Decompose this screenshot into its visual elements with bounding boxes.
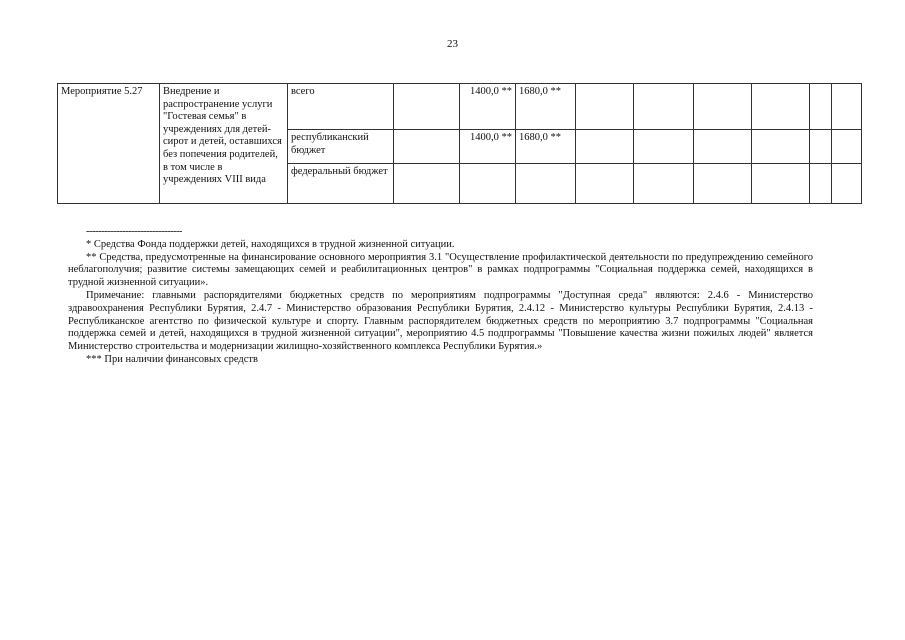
value-cell: 1400,0 ** [460, 130, 516, 164]
empty-cell [694, 84, 752, 130]
value-cell [460, 164, 516, 204]
footnotes [68, 226, 813, 367]
empty-cell [832, 130, 862, 164]
remark: Примечание: главными распорядителями бюджетных средств по мероприятиям подпрограммы "Доступная среда" являются: 2.4.6 - Министерство здравоохранения Республики Бурятия, 2.4.7 - Министерство образования Республики Бурятия, 2.4.12 - Министерство культуры Республики Бурятия, 2.4.13 - Республиканское агентство по физической культуре и спорту. Главным распорядителем бюджетных средств по мероприятию 3.7 подпрограммы "Социальная поддержка семей и детей, находящихся в трудной жизненной ситуации", мероприятию 4.5 подпрограммы "Повышение качества жизни пожилых людей" является Министерство строительства и модернизации жилищно-хозяйственного комплекса Республики Бурятия.» [68, 289, 813, 353]
value-cell [516, 164, 576, 204]
empty-cell [832, 84, 862, 130]
footnote-1: * Средства Фонда поддержки детей, находящихся в трудной жизненной ситуации. [86, 238, 455, 250]
page-number: 23 [447, 38, 458, 50]
footnote-3: *** При наличии финансовых средств [86, 353, 258, 365]
empty-cell [576, 164, 634, 204]
budget-table [57, 83, 862, 204]
empty-cell [576, 130, 634, 164]
source-cell: федеральный бюджет [288, 164, 394, 204]
empty-cell [810, 164, 832, 204]
footnote-2: ** Средства, предусмотренные на финансирование основного мероприятия 3.1 "Осуществление профилактической деятельности по предупреждению семейного неблагополучия; развитие системы замещающих семей и реабилитационных центров" в рамках подпрограммы "Социальная поддержка семей, находящихся в трудной жизненной ситуации». [68, 251, 813, 289]
value-cell: 1680,0 ** [516, 84, 576, 130]
empty-cell [394, 84, 460, 130]
empty-cell [810, 84, 832, 130]
empty-cell [576, 84, 634, 130]
empty-cell [752, 164, 810, 204]
description-cell: Внедрение и распространение услуги "Гостевая семья" в учреждениях для детей-сирот и детей, оставшихся без попечения родителей, в том числе в учреждениях VIII вида [160, 84, 288, 204]
source-cell: всего [288, 84, 394, 130]
table-row [58, 84, 862, 130]
event-cell: Мероприятие 5.27 [58, 84, 160, 204]
empty-cell [634, 130, 694, 164]
empty-cell [694, 164, 752, 204]
empty-cell [394, 130, 460, 164]
empty-cell [694, 130, 752, 164]
empty-cell [810, 130, 832, 164]
empty-cell [752, 130, 810, 164]
footnote-separator: -------------------------------- [86, 226, 182, 237]
empty-cell [394, 164, 460, 204]
source-cell: республиканский бюджет [288, 130, 394, 164]
value-cell: 1400,0 ** [460, 84, 516, 130]
value-cell: 1680,0 ** [516, 130, 576, 164]
empty-cell [634, 164, 694, 204]
empty-cell [752, 84, 810, 130]
empty-cell [832, 164, 862, 204]
empty-cell [634, 84, 694, 130]
